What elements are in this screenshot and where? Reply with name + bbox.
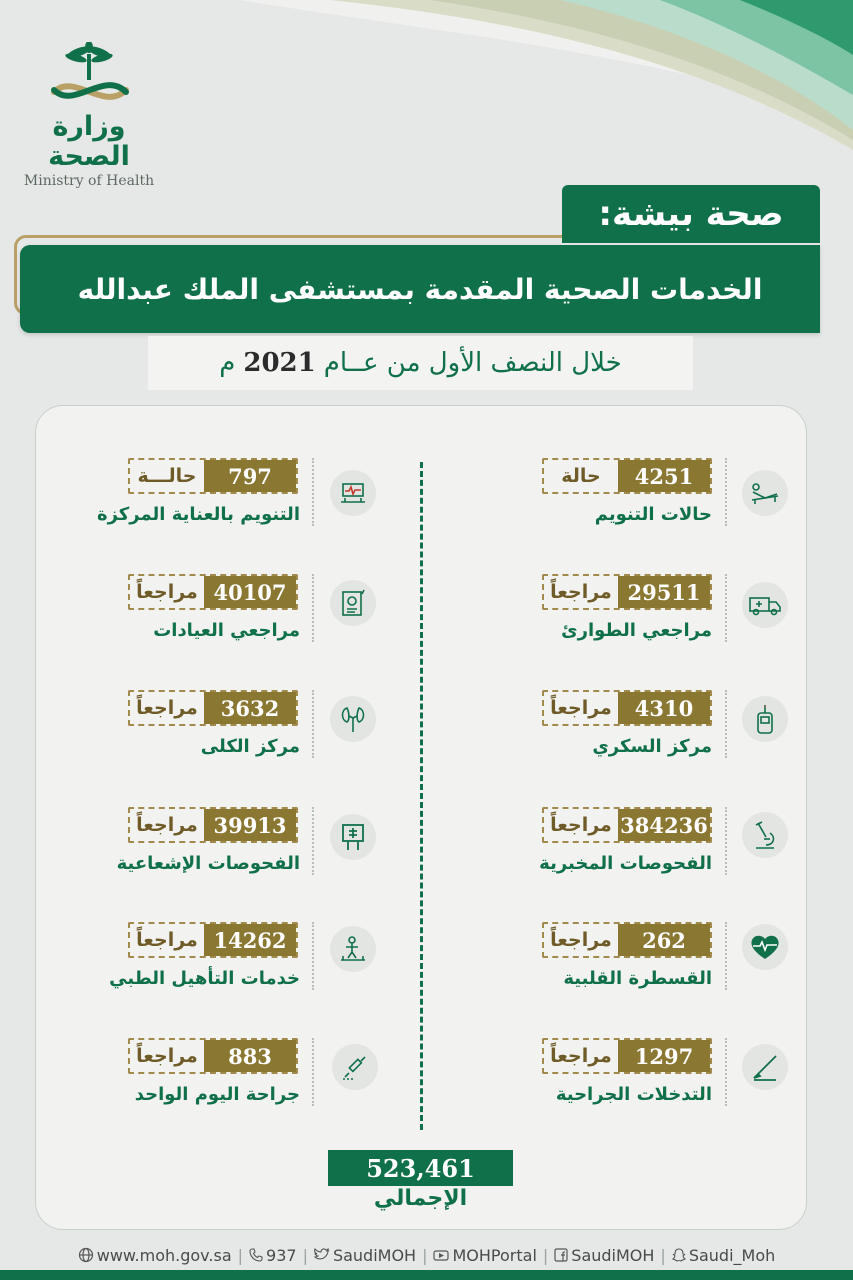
stat-separator — [725, 922, 727, 990]
stat-unit: مراجعاً — [550, 581, 612, 603]
phone-text: 937 — [266, 1245, 297, 1265]
total-value: 523,461 — [328, 1150, 513, 1186]
stat-pill — [128, 690, 298, 726]
stat-label: التنويم بالعناية المركزة — [96, 504, 300, 525]
period-year: 2021 — [243, 348, 316, 378]
footer-website[interactable] — [78, 1246, 232, 1265]
scalpel-icon — [742, 1044, 788, 1090]
stat-unit: مراجعاً — [136, 814, 198, 836]
stat-label: مراجعي العيادات — [153, 620, 300, 641]
stat-value: 883 — [204, 1040, 296, 1072]
stat-pill — [128, 807, 298, 843]
footer-separator: | — [237, 1245, 244, 1265]
stat-pill — [128, 574, 298, 610]
clinic-chart-icon — [330, 580, 376, 626]
stat-value: 384236 — [618, 809, 710, 841]
stat-value: 797 — [204, 460, 296, 492]
stat-unit: مراجعاً — [550, 697, 612, 719]
stat-value: 39913 — [204, 809, 296, 841]
stat-pill — [542, 922, 712, 958]
icu-monitor-icon — [330, 470, 376, 516]
total-label: الإجمالي — [373, 1186, 468, 1211]
stat-separator — [312, 1038, 314, 1106]
stat-label: جراحة اليوم الواحد — [134, 1084, 300, 1105]
stat-value: 262 — [618, 924, 710, 956]
footer-contacts — [0, 1240, 853, 1270]
stat-separator — [312, 690, 314, 758]
stat-label: مركز السكري — [592, 736, 712, 757]
stat-unit: مراجعاً — [136, 697, 198, 719]
youtube-text: MOHPortal — [452, 1245, 537, 1265]
footer-separator: | — [660, 1245, 666, 1265]
stat-unit: حالة — [561, 465, 601, 487]
phone-icon — [249, 1248, 263, 1262]
stat-unit: مراجعاً — [550, 929, 612, 951]
stat-pill — [542, 458, 712, 494]
stat-pill — [128, 458, 298, 494]
stat-unit: حالـــة — [137, 465, 197, 487]
stat-unit: مراجعاً — [550, 814, 612, 836]
ambulance-icon — [742, 582, 788, 628]
twitter-icon — [314, 1248, 330, 1262]
stat-pill — [542, 574, 712, 610]
page-subtitle: الخدمات الصحية المقدمة بمستشفى الملك عبدالله — [20, 245, 820, 333]
period-suffix: م — [219, 348, 236, 378]
patient-bed-icon — [742, 470, 788, 516]
glucometer-icon — [742, 696, 788, 742]
stat-unit: مراجعاً — [136, 1045, 198, 1067]
stat-unit: مراجعاً — [136, 581, 198, 603]
heart-pulse-icon — [742, 924, 788, 970]
stat-value: 4310 — [618, 692, 710, 724]
kidney-icon — [330, 696, 376, 742]
stat-pill — [542, 1038, 712, 1074]
facebook-icon — [554, 1248, 568, 1262]
snapchat-text: Saudi_Moh — [688, 1245, 776, 1265]
stat-value: 4251 — [618, 460, 710, 492]
stat-label: الفحوصات المخبرية — [539, 853, 712, 874]
moh-logo — [14, 42, 164, 189]
footer-separator: | — [302, 1245, 308, 1265]
palm-emblem-icon — [34, 42, 144, 112]
stat-label: مراجعي الطوارئ — [561, 620, 712, 641]
stat-separator — [725, 690, 727, 758]
logo-arabic-name: وزارة الصحة — [48, 111, 130, 172]
stat-separator — [312, 458, 314, 526]
stat-separator — [312, 922, 314, 990]
footer-phone[interactable] — [249, 1246, 297, 1265]
period-prefix: خلال النصف الأول من عــام — [323, 348, 622, 378]
stat-pill — [128, 1038, 298, 1074]
syringe-icon — [332, 1044, 378, 1090]
stat-label: التدخلات الجراحية — [555, 1084, 712, 1105]
footer-facebook[interactable] — [554, 1246, 654, 1265]
stat-unit: مراجعاً — [550, 1045, 612, 1067]
globe-icon — [78, 1247, 94, 1263]
footer-youtube[interactable] — [433, 1246, 536, 1265]
stat-pill — [128, 922, 298, 958]
microscope-icon — [742, 812, 788, 858]
rehab-icon — [330, 926, 376, 972]
stat-separator — [725, 1038, 727, 1106]
bottom-brand-bar — [0, 1270, 853, 1280]
twitter-text: SaudiMOH — [332, 1245, 417, 1265]
page-title: صحة بيشة: — [562, 185, 820, 243]
stat-pill — [542, 690, 712, 726]
footer-separator: | — [422, 1245, 428, 1265]
logo-english-name: Ministry of Health — [23, 173, 155, 189]
stat-separator — [312, 574, 314, 642]
footer-separator: | — [542, 1245, 549, 1265]
youtube-icon — [433, 1248, 449, 1262]
stat-value: 29511 — [618, 576, 710, 608]
period-banner — [148, 336, 693, 390]
footer-twitter[interactable] — [314, 1246, 416, 1265]
stat-label: خدمات التأهيل الطبي — [109, 968, 300, 989]
xray-icon — [330, 814, 376, 860]
stat-pill — [542, 807, 712, 843]
stat-label: القسطرة القلبية — [563, 968, 712, 989]
stat-label: الفحوصات الإشعاعية — [116, 853, 300, 874]
snapchat-icon — [672, 1248, 686, 1262]
stat-separator — [312, 807, 314, 875]
stat-label: حالات التنويم — [594, 504, 712, 525]
stat-separator — [725, 458, 727, 526]
stat-unit: مراجعاً — [136, 929, 198, 951]
website-text: www.moh.gov.sa — [96, 1245, 232, 1265]
stat-separator — [725, 574, 727, 642]
stat-value: 14262 — [204, 924, 296, 956]
stat-value: 40107 — [204, 576, 296, 608]
facebook-text: SaudiMOH — [571, 1245, 655, 1265]
stat-value: 3632 — [204, 692, 296, 724]
stat-separator — [725, 807, 727, 875]
center-divider — [420, 462, 423, 1130]
stat-value: 1297 — [618, 1040, 710, 1072]
footer-snapchat[interactable] — [672, 1246, 775, 1265]
stat-label: مركز الكلى — [200, 736, 300, 757]
